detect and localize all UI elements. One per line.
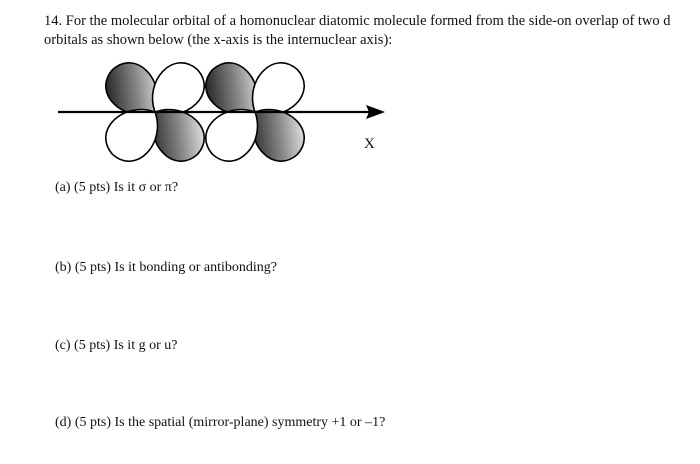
part-a-question: (a) (5 pts) Is it σ or π? [55, 180, 179, 195]
question-text: 14. For the molecular orbital of a homonuclear diatomic molecule formed from the side-on overlap of two d orbitals as shown below (the x-axis is the internuclear axis): [44, 13, 671, 48]
part-b-question: (b) (5 pts) Is it bonding or antibonding? [55, 260, 278, 275]
d-orbital-overlap-diagram [55, 52, 395, 170]
part-c-question: (c) (5 pts) Is it g or u? [55, 338, 178, 353]
x-axis-label: X [364, 136, 375, 152]
part-d-question: (d) (5 pts) Is the spatial (mirror-plane) symmetry +1 or –1? [55, 415, 386, 430]
